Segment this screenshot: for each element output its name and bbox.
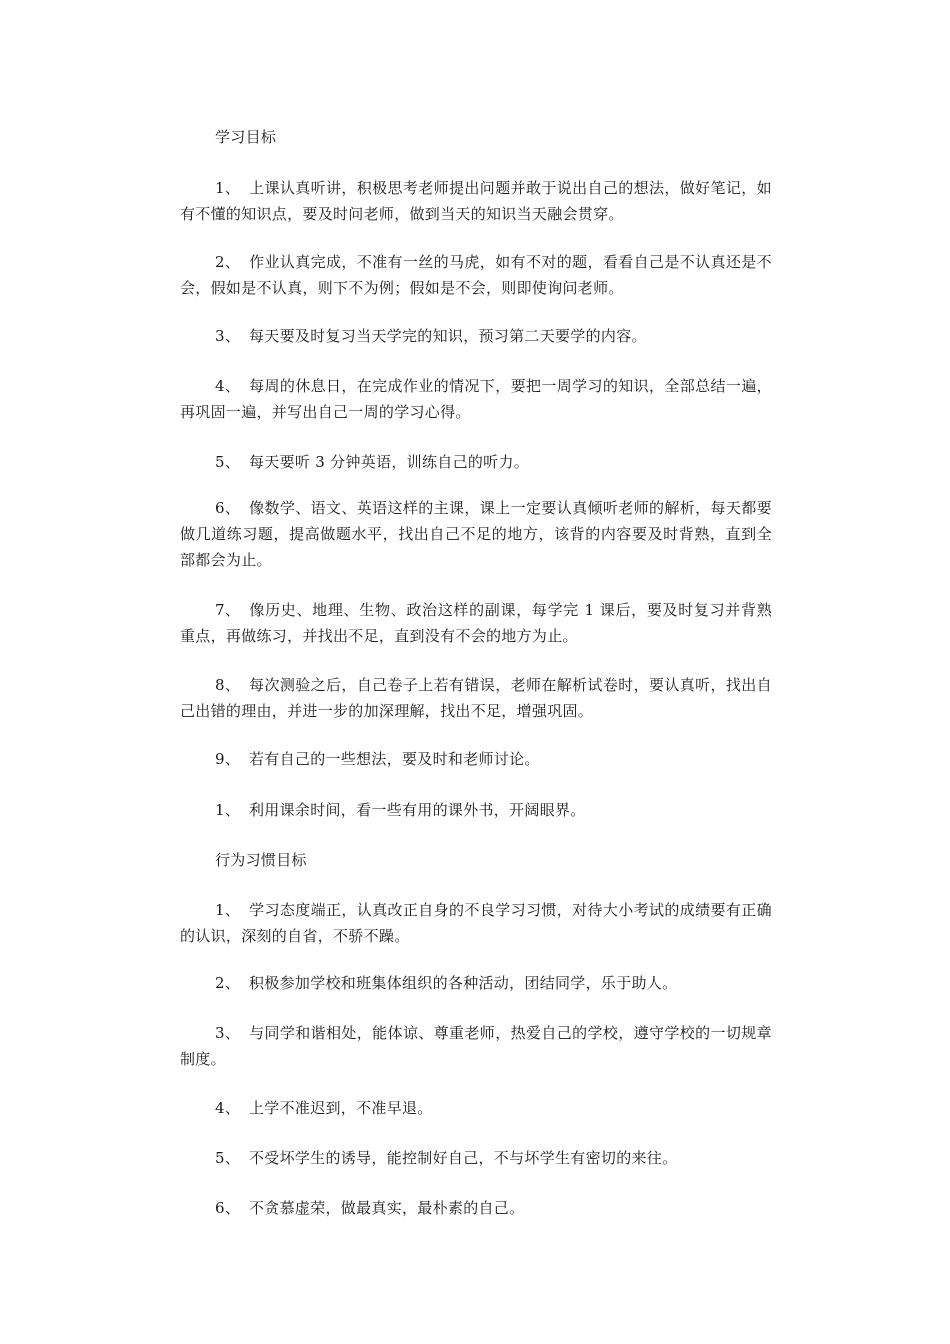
study-goal-item (180, 746, 772, 772)
item-number: 8、 (215, 676, 241, 694)
item-number: 5、 (215, 1149, 241, 1167)
study-goal-item (180, 373, 772, 425)
study-goal-item (180, 449, 772, 475)
item-text: 学习态度端正，认真改正自身的不良学习习惯，对待大小考试的成绩要有正确的认识，深刻的自省，不骄不躁。 (180, 901, 772, 945)
item-number: 1、 (215, 179, 241, 197)
behavior-goal-item (180, 897, 772, 949)
behavior-goal-item (180, 970, 772, 996)
item-number: 2、 (215, 974, 241, 992)
study-goal-item (180, 175, 772, 227)
study-goal-item (180, 672, 772, 724)
item-number: 2、 (215, 253, 241, 271)
item-text: 不贪慕虚荣，做最真实，最朴素的自己。 (249, 1199, 525, 1217)
item-number: 1、 (215, 901, 241, 919)
behavior-goal-item (180, 1095, 772, 1121)
item-text: 上学不准迟到，不准早退。 (249, 1099, 433, 1117)
item-text: 每周的休息日，在完成作业的情况下，要把一周学习的知识，全部总结一遍，再巩固一遍，并写出自己一周的学习心得。 (180, 377, 772, 421)
study-goal-item (180, 797, 772, 823)
item-text: 每天要及时复习当天学完的知识，预习第二天要学的内容。 (249, 327, 647, 345)
item-number: 1、 (215, 801, 241, 819)
item-text: 每次测验之后，自己卷子上若有错误，老师在解析试卷时，要认真听，找出自己出错的理由，并进一步的加深理解，找出不足，增强巩固。 (180, 676, 772, 720)
study-goal-item (180, 597, 772, 649)
item-text: 若有自己的一些想法，要及时和老师讨论。 (249, 750, 540, 768)
study-goals-heading: 学习目标 (215, 128, 277, 146)
behavior-goal-item (180, 1020, 772, 1072)
item-text: 上课认真听讲，积极思考老师提出问题并敢于说出自己的想法，做好笔记，如有不懂的知识点，要及时问老师，做到当天的知识当天融会贯穿。 (180, 179, 772, 223)
study-goal-item (180, 495, 772, 573)
item-number: 5、 (215, 453, 241, 471)
item-number: 3、 (215, 327, 241, 345)
item-number: 6、 (215, 1199, 241, 1217)
study-goal-item (180, 323, 772, 349)
item-number: 6、 (215, 499, 241, 517)
item-number: 4、 (215, 377, 241, 395)
behavior-goal-item (180, 1145, 772, 1171)
behavior-goal-item (180, 1195, 772, 1221)
item-number: 7、 (215, 601, 241, 619)
item-number: 3、 (215, 1024, 241, 1042)
item-text: 与同学和谐相处，能体谅、尊重老师，热爱自己的学校，遵守学校的一切规章制度。 (180, 1024, 772, 1068)
item-number: 9、 (215, 750, 241, 768)
item-text: 每天要听 3 分钟英语，训练自己的听力。 (249, 453, 530, 471)
item-number: 4、 (215, 1099, 241, 1117)
item-text: 像数学、语文、英语这样的主课，课上一定要认真倾听老师的解析，每天都要做几道练习题，提高做题水平，找出自己不足的地方，该背的内容要及时背熟，直到全部都会为止。 (180, 499, 772, 569)
item-text: 作业认真完成，不准有一丝的马虎，如有不对的题，看看自己是不认真还是不会，假如是不认真，则下不为例；假如是不会，则即使询问老师。 (180, 253, 772, 297)
item-text: 利用课余时间，看一些有用的课外书，开阔眼界。 (249, 801, 586, 819)
study-goal-item (180, 249, 772, 301)
behavior-goals-heading: 行为习惯目标 (215, 851, 307, 869)
item-text: 不受坏学生的诱导，能控制好自己，不与坏学生有密切的来往。 (249, 1149, 678, 1167)
item-text: 积极参加学校和班集体组织的各种活动，团结同学，乐于助人。 (249, 974, 678, 992)
item-text: 像历史、地理、生物、政治这样的副课，每学完 1 课后，要及时复习并背熟重点，再做练习，并找出不足，直到没有不会的地方为止。 (180, 601, 772, 645)
